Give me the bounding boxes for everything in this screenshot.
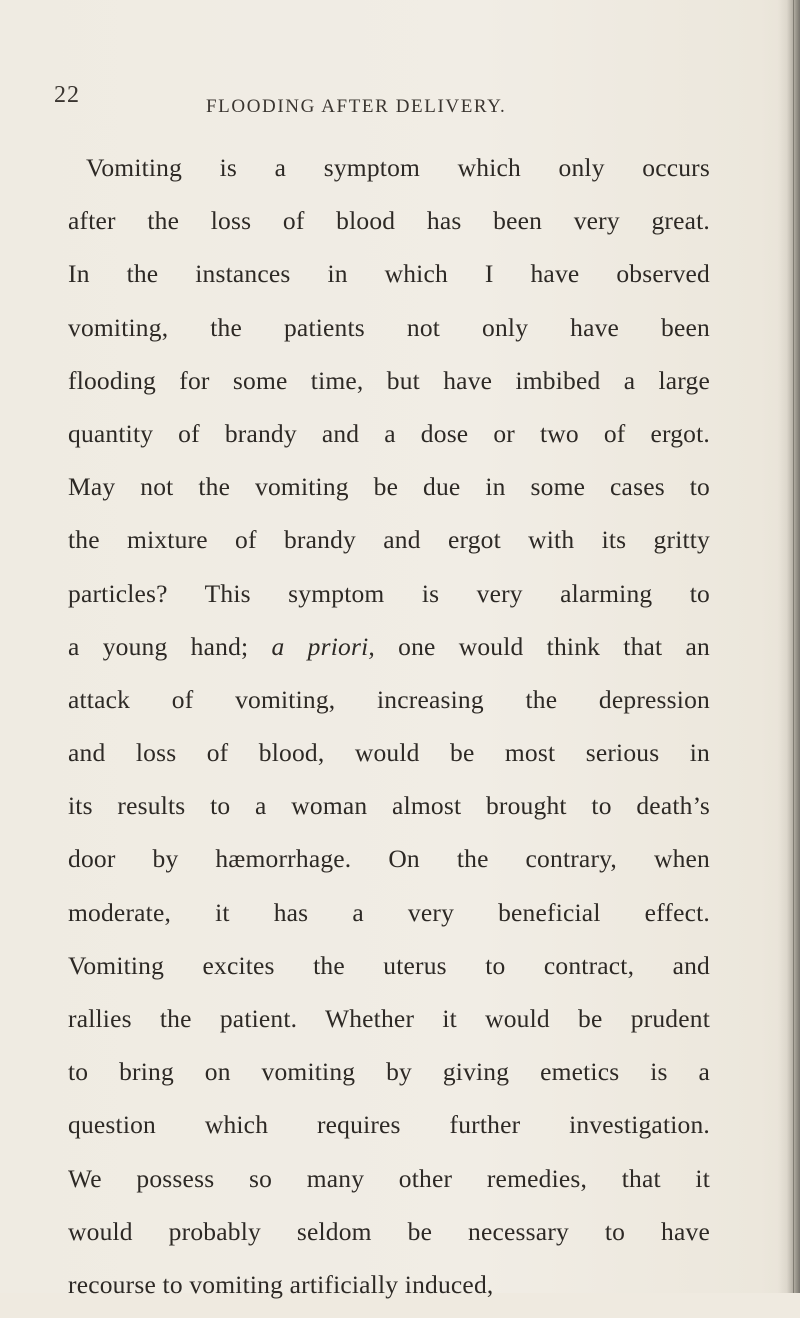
text-segment: a young hand; — [68, 631, 272, 661]
text-line: Vomiting is a symptom which only occurs — [86, 153, 710, 182]
text-line: recourse to vomiting artificially induced, — [68, 1269, 494, 1299]
text-segment: one would think that an — [374, 631, 710, 661]
text-line: flooding for some time, but have imbibed a large — [68, 365, 710, 395]
text-line: Vomiting excites the uterus to contract, and — [68, 950, 710, 980]
text-line: We possess so many other remedies, that it — [68, 1163, 710, 1193]
page-header — [54, 82, 704, 126]
text-line: quantity of brandy and a dose or two of ergot. — [68, 418, 710, 448]
text-line: moderate, it has a very beneficial effect. — [68, 897, 710, 927]
page-number: 22 — [54, 82, 80, 108]
text-line: would probably seldom be necessary to have — [68, 1216, 710, 1246]
running-head: FLOODING AFTER DELIVERY. — [206, 96, 507, 117]
text-line: the mixture of brandy and ergot with its gritty — [68, 525, 710, 555]
text-line: door by hæmorrhage. On the contrary, when — [68, 844, 710, 874]
body-paragraph — [68, 148, 710, 1318]
text-line: its results to a woman almost brought to death’s — [68, 791, 710, 821]
text-line: to bring on vomiting by giving emetics is a — [68, 1057, 710, 1087]
text-line: In the instances in which I have observed — [68, 259, 710, 289]
text-line: rallies the patient. Whether it would be prudent — [68, 1004, 710, 1033]
text-line: attack of vomiting, increasing the depression — [68, 684, 710, 714]
text-line: question which requires further investigation. — [68, 1110, 710, 1140]
text-line: May not the vomiting be due in some cases to — [68, 472, 710, 502]
text-line-with-italic — [68, 627, 710, 680]
text-line: vomiting, the patients not only have been — [68, 312, 710, 342]
page-edge-shadow — [778, 0, 800, 1293]
text-line: and loss of blood, would be most serious in — [68, 738, 710, 768]
text-line: after the loss of blood has been very great. — [68, 206, 710, 236]
italic-phrase: a priori, — [271, 631, 375, 661]
text-line: particles? This symptom is very alarming to — [68, 578, 710, 608]
